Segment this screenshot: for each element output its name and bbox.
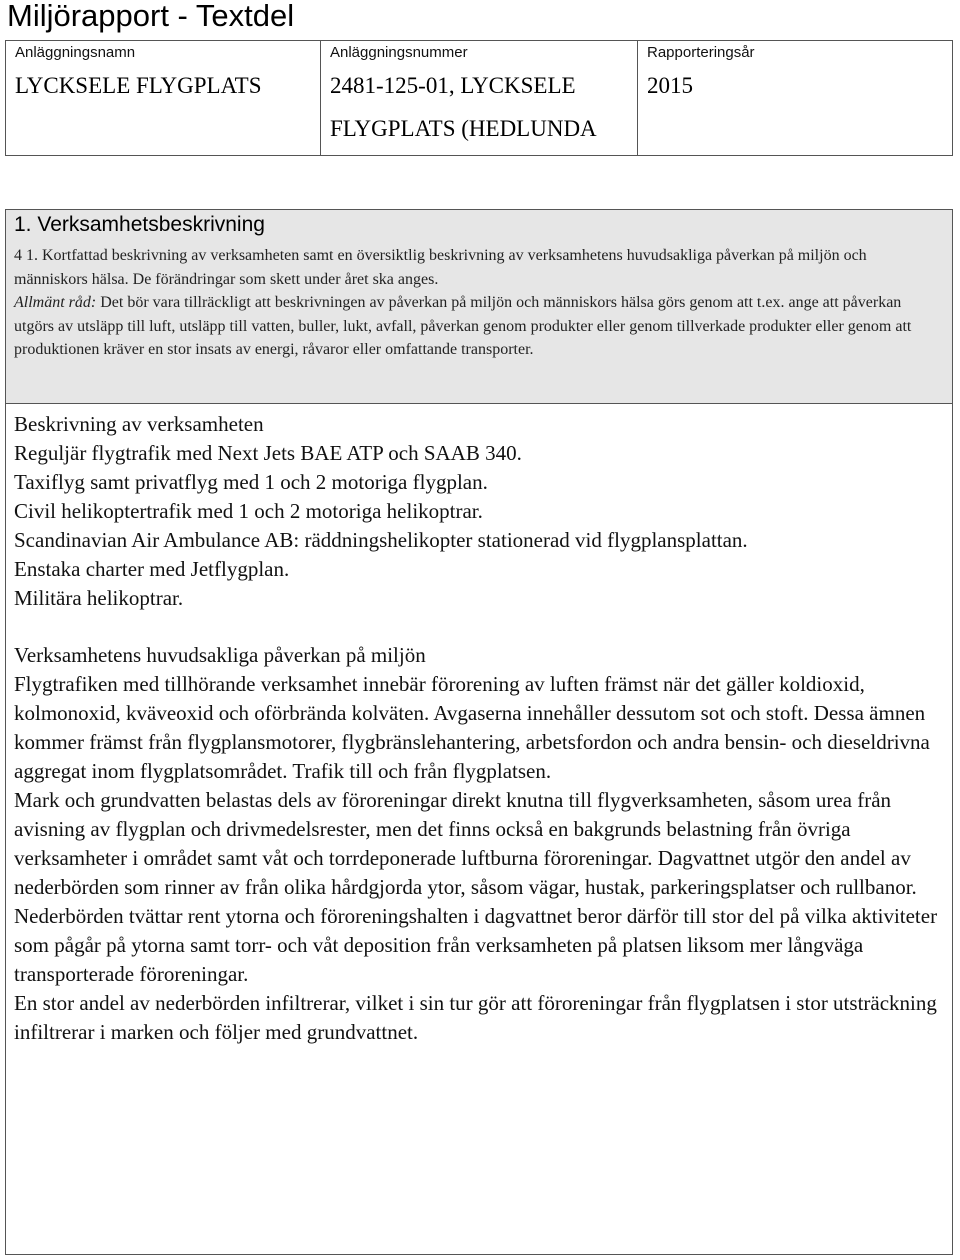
reporting-year-cell xyxy=(638,41,953,156)
instruction-text xyxy=(14,244,942,362)
reporting-year-label: Rapporteringsår xyxy=(647,44,755,61)
impact-paragraph: En stor andel av nederbörden infiltrerar, vilket i sin tur gör att föroreningar från flygplatsen i stor utsträckning infiltrerar i marken och följer med grundvattnet. xyxy=(14,991,937,1044)
facility-number-value: 2481-125-01, LYCKSELE FLYGPLATS (HEDLUNDA xyxy=(330,73,597,141)
activity-line: Reguljär flygtrafik med Next Jets BAE ATP och SAAB 340. xyxy=(14,441,522,465)
spacer xyxy=(14,613,944,641)
activity-line: Taxiflyg samt privatflyg med 1 och 2 motoriga flygplan. xyxy=(14,470,488,494)
section-box xyxy=(5,209,953,1255)
header-table xyxy=(5,40,953,156)
impact-heading: Verksamhetens huvudsakliga påverkan på miljön xyxy=(14,643,426,667)
section-heading: 1. Verksamhetsbeskrivning xyxy=(14,213,265,236)
activity-line: Militära helikoptrar. xyxy=(14,586,184,610)
facility-name-value: LYCKSELE FLYGPLATS xyxy=(15,73,262,98)
facility-number-cell xyxy=(321,41,638,156)
activity-line: Civil helikoptertrafik med 1 och 2 motoriga helikoptrar. xyxy=(14,499,483,523)
instruction-prefix: 4 1. Kortfattad beskrivning av verksamheten samt en översiktlig beskrivning av verksamhetens huvudsakliga påverkan på miljön och människors hälsa. De förändringar som skett under året ska anges. xyxy=(14,247,867,288)
facility-name-label: Anläggningsnamn xyxy=(15,44,136,61)
activity-line: Scandinavian Air Ambulance AB: räddningshelikopter stationerad vid flygplansplattan. xyxy=(14,528,748,552)
activity-heading: Beskrivning av verksamheten xyxy=(14,412,264,436)
reporting-year-value: 2015 xyxy=(647,73,693,98)
activity-line: Enstaka charter med Jetflygplan. xyxy=(14,557,290,581)
page-title: Miljörapport - Textdel xyxy=(7,0,295,33)
facility-number-label: Anläggningsnummer xyxy=(330,44,468,61)
instruction-panel xyxy=(6,210,952,404)
impact-paragraph: Flygtrafiken med tillhörande verksamhet innebär förorening av luften främst när det gäller koldioxid, kolmonoxid, kväveoxid och oförbrända kolväten. Avgaserna innehåller dessutom sot och stoft. Dessa ämnen kommer främst från flygplansmotorer, flygbränslehantering, arbetsfordon och andra bensin- och dieseldrivna aggregat inom flygplatsområdet. Trafik till och från flygplatsen. xyxy=(14,672,930,783)
impact-paragraph: Mark och grundvatten belastas dels av föroreningar direkt knutna till flygverksamheten, såsom urea från avisning av flygplan och drivmedelsrester, men det finns också en bakgrunds belastning från övriga verksamheter i området samt våt och torrdeponerade luftburna föroreningar. Dagvattnet utgör den andel av nederbörden som rinner av från olika hårdgjorda ytor, såsom vägar, hustak, parkeringsplatser och rullbanor. Nederbörden tvättar rent ytorna och föroreningshalten i dagvattnet beror därför till stor del på vilka aktiviteter som pågår på ytorna samt torr- och våt deposition från verksamheten på platsen liksom mer långväga transporterade föroreningar. xyxy=(14,788,938,986)
facility-name-cell xyxy=(6,41,321,156)
advice-label: Allmänt råd: xyxy=(14,294,97,312)
content-area xyxy=(14,410,944,1047)
advice-text: Det bör vara tillräckligt att beskrivningen av påverkan på miljön och människors hälsa görs genom att t.ex. ange att påverkan utgörs av utsläpp till luft, utsläpp till vatten, buller, lukt, avfall, påverkan genom produkter eller genom tillverkade produkter eller genom att produktionen kräver en stor insats av energi, råvaror eller omfattande transporter. xyxy=(14,294,912,359)
